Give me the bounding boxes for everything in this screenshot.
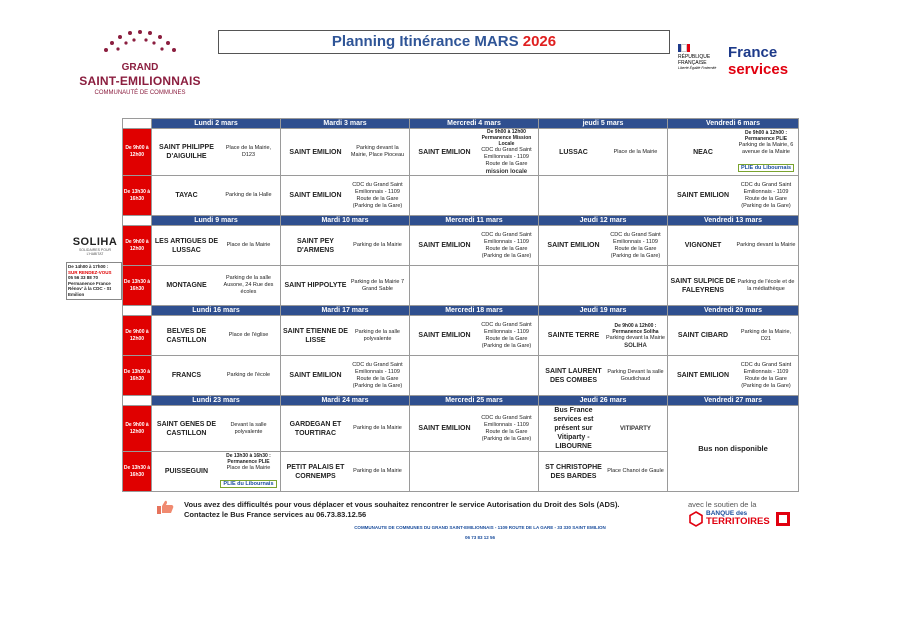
schedule-cell [668,176,799,216]
schedule-cell [539,356,668,396]
day-header: Lundi 23 mars [152,396,281,406]
schedule-cell [410,452,539,492]
day-header: Mercredi 18 mars [410,306,539,316]
schedule-cell [281,356,410,396]
location-address: Place de la Mairie [226,465,271,471]
schedule-cell [152,129,281,176]
location-address: Parking de l'école [226,372,271,378]
location-name: Bus France services est présent sur Vitiparty - LIBOURNE [553,407,594,450]
footer-address: COMMUNAUTE DE COMMUNES DU GRAND SAINT-EMILIONNAIS - 1109 ROUTE DE LA GARE - 33 330 SAINT EMILION [354,525,606,530]
location-address: CDC du Grand Saint Emilionnais - 1109 Route de la Gare (Parking de la Gare) [352,181,403,209]
time-afternoon: De 13h30 à 16h30 [123,452,152,492]
day-header: Vendredi 6 mars [668,119,799,129]
plie-logo: PLIE du Libournais [220,480,276,488]
location-name: NEAC [693,148,713,156]
header-corner [123,119,152,129]
day-header: Jeudi 19 mars [539,306,668,316]
schedule-row [123,356,799,396]
location-address: Place de la Mairie [613,148,658,155]
week-header-row [123,396,799,406]
partner-logo: SOLIHA [624,342,647,349]
side-line-4: Permanence France Rénov' à la CDC - St Emilion [68,280,112,297]
schedule-cell [410,406,539,452]
header-corner [123,306,152,316]
schedule-cell [281,266,410,306]
location-name: LES ARTIGUES DE LUSSAC [154,237,219,254]
location-name: SAINT EMILION [289,148,342,156]
schedule-row [123,316,799,356]
side-line-3: 05 56 33 88 70 [68,275,99,280]
location-address: CDC du Grand Saint Emilionnais - 1109 Route de la Gare (Parking de la Gare) [740,181,792,209]
week-header-row [123,306,799,316]
location-address: Parking de la salle Ausone, 24 Rue des écoles [223,275,274,295]
rf-motto: Liberté Égalité Fraternité [678,66,717,70]
location-name: SAINT PEY D'ARMENS [296,237,334,254]
location-address: Place de la Mairie, D123 [225,145,272,158]
location-address: Parking de la Mairie 7 Grand Sable [350,278,405,292]
location-name: GARDEGAN ET TOURTIRAC [289,420,342,437]
location-name: PETIT PALAIS ET CORNEMPS [286,463,345,480]
logo-dots-icon [100,28,180,54]
france-renov-note [66,262,122,300]
title-year: 2026 [522,33,557,50]
location-name: SAINT EMILION [418,148,471,156]
support-line-3: TERRITOIRES [706,515,770,527]
location-name: ST CHRISTOPHE DES BARDES [545,463,602,480]
title-main: Planning Itinérance MARS [331,33,519,50]
location-name: SAINT EMILION [676,372,730,379]
time-afternoon: De 13h30 à 16h30 [123,356,152,396]
location-name: SAINT EMILION [418,425,471,432]
location-name: LUSSAC [559,148,588,156]
day-header: jeudi 5 mars [539,119,668,129]
location-address: Parking de la Halle [225,192,272,198]
schedule-row [123,266,799,306]
soliha-logo [72,236,118,258]
location-name: SAINTE TERRE [547,332,600,339]
schedule-cell [281,406,410,452]
schedule-cell [281,176,410,216]
rf-line-2: FRANÇAISE [678,60,707,66]
location-name: SAINT EMILION [289,192,342,199]
location-name: SAINT ETIENNE DE LISSE [283,327,348,344]
location-name: TAYAC [175,192,198,199]
location-address: CDC du Grand Saint Emilionnais - 1109 Route de la Gare (Parking de la Gare) [610,231,661,259]
time-afternoon: De 13h30 à 16h30 [123,176,152,216]
schedule-cell [410,356,539,396]
location-address: Parking de la salle polyvalente [355,328,400,342]
day-header: Mardi 3 mars [281,119,410,129]
location-name: SAINT EMILION [418,332,471,339]
side-line-2: SUR RENDEZ-VOUS [68,269,112,275]
location-name: VIGNONET [684,242,722,249]
schedule-cell [668,129,799,176]
location-name: FRANCS [171,372,202,379]
schedule-cell [152,406,281,452]
location-name: SAINT EMILION [289,372,342,379]
location-name: PUISSEGUIN [164,468,209,475]
time-morning: De 9h00 à 12h00 [123,129,152,176]
footer-phone: 06 73 83 12 56 [464,535,496,540]
schedule-cell [539,406,668,452]
logo-grand-saint-emilionnais [70,28,210,98]
header-corner [123,396,152,406]
time-morning: De 9h00 à 12h00 [123,406,152,452]
schedule-row [123,226,799,266]
france-services-logo [728,44,788,78]
location-address: Parking de la Mairie [353,425,402,431]
rf-line-1: RÉPUBLIQUE [678,54,711,60]
schedule-cell [152,356,281,396]
location-address: CDC du Grand Saint Emilionnais - 1109 Route de la Gare (Parking de la Gare) [481,231,532,259]
schedule-row [123,406,799,452]
schedule-cell [539,316,668,356]
location-address: Parking de la Mairie [353,242,402,248]
location-name: SAINT EMILION [547,242,600,249]
schedule-cell [152,176,281,216]
logo-line-1: GRAND [121,62,159,73]
location-address: Parking Devant la salle Goudichaud [607,368,664,382]
schedule-cell [539,129,668,176]
schedule-cell [668,226,799,266]
location-address: Parking de la Mairie, 6 avenue de la Mairie [738,142,794,155]
location-name: MONTAGNE [166,282,207,289]
schedule-cell [539,266,668,306]
page-title [218,30,670,54]
time-morning: De 9h00 à 12h00 [123,316,152,356]
schedule-cell [281,316,410,356]
permanence-note: De 9h00 à 12h00 Permanence Mission Locale [481,129,532,147]
day-header: Vendredi 20 mars [668,306,799,316]
location-address: Parking devant la Mairie [736,242,796,248]
fs-line-1: France [728,44,778,61]
logo-line-3: COMMUNAUTÉ DE COMMUNES [94,90,186,96]
schedule-cell [152,226,281,266]
footer-text-2: Contactez le Bus France services au 06.73.83.12.56 [184,510,367,519]
schedule-cell [668,266,799,306]
day-header: Mercredi 25 mars [410,396,539,406]
schedule-cell [152,266,281,306]
header-corner [123,216,152,226]
schedule-cell [410,129,539,176]
planning-table [122,118,799,492]
side-line-1: De 14h00 à 17h00 : [68,264,109,269]
schedule-cell [410,266,539,306]
republique-francaise-logo [678,44,722,80]
location-address: CDC du Grand Saint Emilionnais - 1109 Route de la Gare [481,147,532,167]
day-header: Mercredi 4 mars [410,119,539,129]
location-address: CDC du Grand Saint Emilionnais - 1109 Route de la Gare (Parking de la Gare) [352,361,403,389]
schedule-cell [152,316,281,356]
location-address: Parking de la Mairie, D21 [740,328,792,342]
hexagon-icon [688,511,704,527]
flag-icon [678,44,690,52]
location-address: Parking de l'école et de la médiathèque [737,278,795,292]
day-header: Lundi 9 mars [152,216,281,226]
location-address: Place de la Mairie [226,242,271,248]
schedule-cell [410,176,539,216]
schedule-cell [410,316,539,356]
location-address: CDC du Grand Saint Emilionnais - 1109 Route de la Gare (Parking de la Gare) [481,321,532,349]
cdc-square-icon [776,512,790,526]
permanence-note: De 13h30 à 16h30 : Permanence PLIE [226,453,271,465]
schedule-cell [410,226,539,266]
location-address: Place de l'église [228,332,269,338]
schedule-cell [539,176,668,216]
schedule-row [123,176,799,216]
thumbs-up-icon [156,500,174,514]
location-address: CDC du Grand Saint Emilionnais - 1109 Route de la Gare (Parking de la Gare) [740,361,792,389]
location-address: Parking de la Mairie [353,468,402,474]
location-name: SAINT PHILIPPE D'AIGUILHE [159,144,214,160]
day-header: Lundi 16 mars [152,306,281,316]
schedule-row [123,129,799,176]
location-address: Parking devant la Mairie, Place Pioceau [350,145,405,158]
schedule-cell [668,316,799,356]
bus-unavailable-cell: Bus non disponible [668,406,799,492]
day-header: Vendredi 27 mars [668,396,799,406]
location-name: SAINT EMILION [418,242,471,249]
week-header-row [123,216,799,226]
day-header: Mercredi 11 mars [410,216,539,226]
time-morning: De 9h00 à 12h00 [123,226,152,266]
schedule-cell [281,129,410,176]
soliha-name: SOLIHA [72,236,118,248]
day-header: Mardi 17 mars [281,306,410,316]
location-name: SAINT GENES DE CASTILLON [156,420,217,437]
partner-logo: mission locale [485,169,528,175]
logo-line-2: SAINT-EMILIONNAIS [79,74,201,88]
banque-territoires-logo [688,500,808,527]
location-address: Parking devant la Mairie [605,334,665,341]
day-header: Mardi 10 mars [281,216,410,226]
schedule-cell [539,226,668,266]
day-header: Vendredi 13 mars [668,216,799,226]
location-address: CDC du Grand Saint Emilionnais - 1109 Route de la Gare (Parking de la Gare) [481,414,532,442]
partner-logo: VITIPARTY [620,426,651,432]
location-address: Place Chanoi de Gaule [607,468,664,474]
time-afternoon: De 13h30 à 16h30 [123,266,152,306]
location-name: SAINT SULPICE DE FALEYRENS [670,277,736,294]
schedule-cell [281,226,410,266]
schedule-cell [539,452,668,492]
permanence-note: De 9h00 à 12h00 : Permanence PLIE [744,130,788,142]
location-name: SAINT CIBARD [677,332,729,339]
location-name: BELVES DE CASTILLON [166,327,207,344]
day-header: Mardi 24 mars [281,396,410,406]
schedule-cell [668,356,799,396]
location-name: SAINT EMILION [676,192,730,199]
week-header-row [123,119,799,129]
day-header: Jeudi 26 mars [539,396,668,406]
location-name: SAINT LAURENT DES COMBES [545,367,602,384]
soliha-sub: SOLIDAIRES POUR L'HABITAT [78,248,112,256]
fs-line-2: services [728,61,789,78]
day-header: Lundi 2 mars [152,119,281,129]
day-header: Jeudi 12 mars [539,216,668,226]
schedule-cell [281,452,410,492]
support-line-2: BANQUE des [706,509,748,517]
plie-logo: PLIE du Libournais [738,164,794,172]
support-line-1: avec le soutien de la [688,500,757,509]
schedule-cell [152,452,281,492]
permanence-note: De 9h00 à 12h00 : Permanence Soliha [612,322,659,335]
location-address: Devant la salle polyvalente [230,421,267,435]
footer-text-1: Vous avez des difficultés pour vous déplacer et vous souhaitez rencontrer le service Autorisation du Droit des Sols (ADS). [184,500,620,509]
footer-message [184,500,634,520]
location-name: SAINT HIPPOLYTE [284,282,347,289]
